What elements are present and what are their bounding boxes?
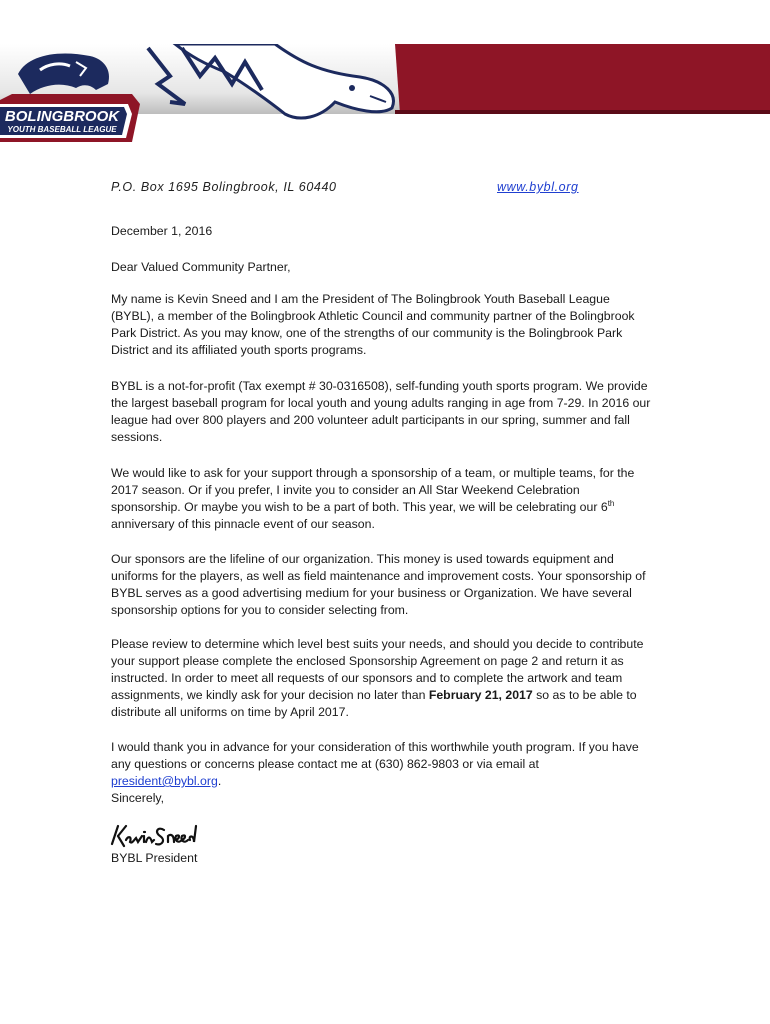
signer-title: BYBL President xyxy=(111,851,198,865)
email-link[interactable]: president@bybl.org xyxy=(111,774,218,788)
logo-line1: BOLINGBROOK xyxy=(4,108,120,125)
p3-text-start: We would like to ask for your support through a sponsorship of a team, or multiple teams, for the 2017 season. Or if you prefer, I invite you to consider an All Star Weekend Celebration sponsorship. Or maybe you wish to be a part of both. This year, we will be celebrating our 6 xyxy=(111,466,635,514)
p3-superscript: th xyxy=(607,498,615,508)
paragraph-contact xyxy=(111,739,651,790)
letterhead-banner xyxy=(0,44,770,144)
handwritten-signature xyxy=(110,822,200,850)
p6-text-start: I would thank you in advance for your consideration of this worthwhile youth program. If you have any questions or concerns please contact me at (630) 862-9803 or via email at xyxy=(111,740,639,771)
deadline-date: February 21, 2017 xyxy=(428,688,533,702)
logo-line2: YOUTH BASEBALL LEAGUE xyxy=(7,125,117,134)
p5-text-end: so as to be able to distribute all uniforms on time by April 2017. xyxy=(111,688,637,719)
p3-text-end: anniversary of this pinnacle event of our season. xyxy=(111,517,375,531)
paragraph-request xyxy=(111,465,651,533)
p6-text-end: . xyxy=(217,774,222,788)
p5-text-start: Please review to determine which level best suits your needs, and should you decide to contribute your support please complete the enclosed Sponsorship Agreement on page 2 and return it as instructed. In order to meet all requests of our sponsors and to complete the artwork and team assignments, we kindly ask for your decision no later than xyxy=(111,637,644,702)
letter-closing: Sincerely, xyxy=(111,791,165,805)
letter-date: December 1, 2016 xyxy=(111,224,213,238)
letter-greeting: Dear Valued Community Partner, xyxy=(111,260,291,274)
website-link[interactable]: www.bybl.org xyxy=(497,180,579,194)
paragraph-sponsors: Our sponsors are the lifeline of our organization. This money is used towards equipment and uniforms for the players, as well as field maintenance and improvement costs. Your sponsorship of BYBL serves as a good advertising medium for your business or Organization. We have several sponsorship options for you to consider selecting from. xyxy=(111,552,646,617)
paragraph-instructions xyxy=(111,636,651,721)
mailing-address: P.O. Box 1695 Bolingbrook, IL 60440 xyxy=(111,180,337,194)
paragraph-intro: My name is Kevin Sneed and I am the President of The Bolingbrook Youth Baseball League (BYBL), a member of the Bolingbrook Athletic Council and community partner of the Bolingbrook Park District. As you may know, one of the strengths of our community is the Bolingbrook Park District and its affiliated youth sports programs. xyxy=(111,292,635,357)
paragraph-about: BYBL is a not-for-profit (Tax exempt # 30-0316508), self-funding youth sports program. We provide the largest baseball program for local youth and young adults ranging in age from 7-29. In 2016 our league had over 800 players and 200 volunteer adult participants in our spring, summer and fall sessions. xyxy=(111,379,651,444)
